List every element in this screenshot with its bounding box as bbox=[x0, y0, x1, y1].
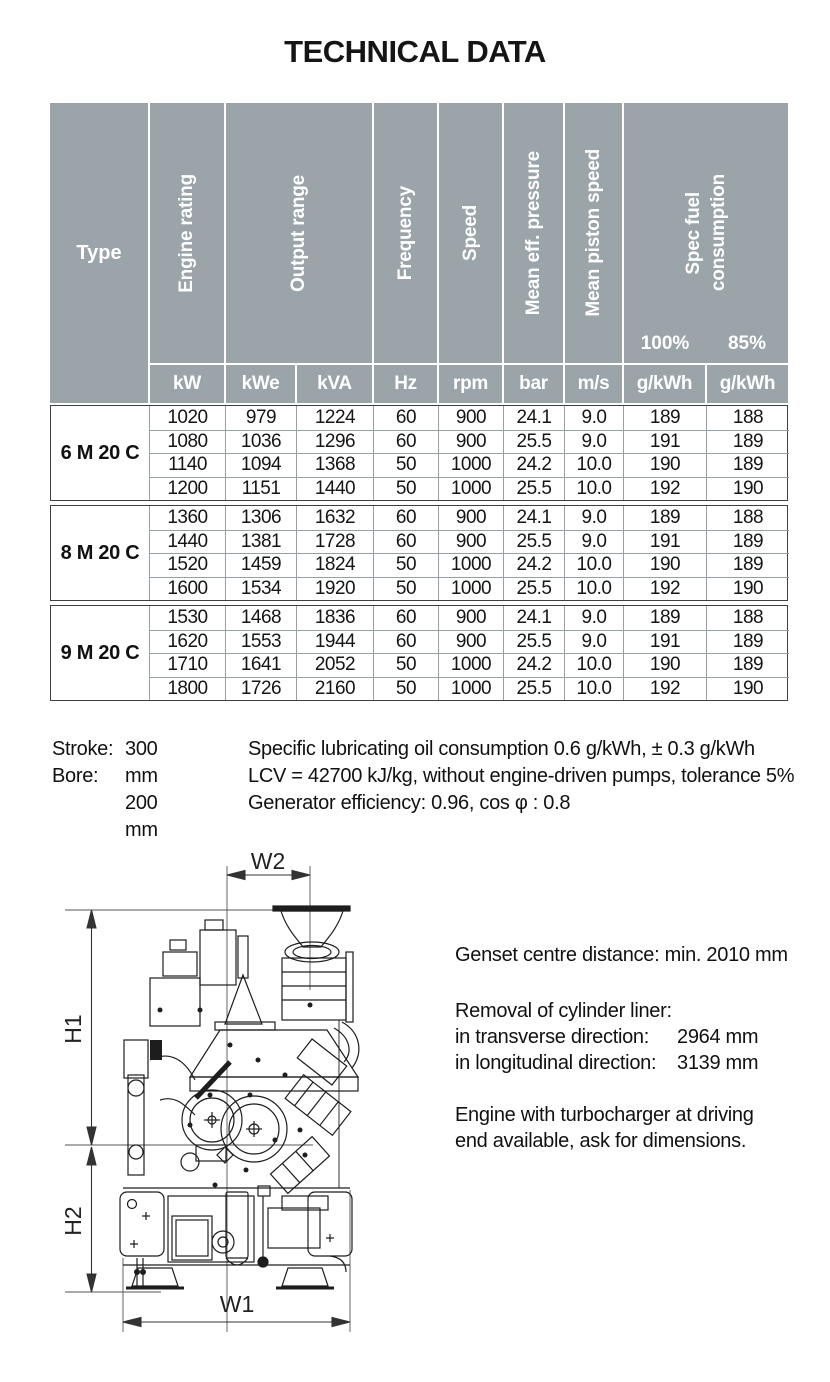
data-cell: 1836 bbox=[296, 606, 373, 630]
data-cell: 188 bbox=[706, 606, 789, 630]
data-cell: 192 bbox=[623, 577, 706, 601]
data-cell: 60 bbox=[373, 530, 438, 554]
unit-hz: Hz bbox=[372, 363, 437, 403]
data-cell: 190 bbox=[623, 553, 706, 577]
data-cell: 24.1 bbox=[503, 506, 564, 530]
data-cell: 900 bbox=[438, 506, 503, 530]
data-cell: 1020 bbox=[149, 406, 225, 430]
stroke-value: 300 mm bbox=[125, 738, 158, 787]
data-cell: 1728 bbox=[296, 530, 373, 554]
data-cell: 1000 bbox=[438, 477, 503, 501]
data-cell: 191 bbox=[623, 530, 706, 554]
data-cell: 24.1 bbox=[503, 606, 564, 630]
data-cell: 1036 bbox=[225, 430, 296, 454]
table-header bbox=[50, 103, 788, 403]
data-cell: 1520 bbox=[149, 553, 225, 577]
data-cell: 1641 bbox=[225, 653, 296, 677]
data-cell: 192 bbox=[623, 477, 706, 501]
dim-label-w2: W2 bbox=[250, 848, 286, 874]
data-cell: 10.0 bbox=[564, 553, 623, 577]
genset-distance-note: Genset centre distance: min. 2010 mm bbox=[455, 944, 788, 966]
data-cell: 10.0 bbox=[564, 477, 623, 501]
data-cell: 60 bbox=[373, 630, 438, 654]
turbocharger-note-line2: end available, ask for dimensions. bbox=[455, 1130, 747, 1152]
header-type: Type bbox=[76, 241, 122, 264]
engine-type-label: 9 M 20 C bbox=[60, 641, 140, 664]
data-cell: 9.0 bbox=[564, 430, 623, 454]
data-cell: 1710 bbox=[149, 653, 225, 677]
data-cell: 979 bbox=[225, 406, 296, 430]
load-percent-labels: 100% 85% bbox=[640, 333, 767, 354]
data-cell: 1726 bbox=[225, 677, 296, 701]
data-cell: 1600 bbox=[149, 577, 225, 601]
unit-kva: kVA bbox=[295, 363, 372, 403]
header-mean-eff-pressure: Mean eff. pressure bbox=[502, 103, 563, 363]
data-cell: 1440 bbox=[296, 477, 373, 501]
data-cell: 24.2 bbox=[503, 453, 564, 477]
data-cell: 60 bbox=[373, 506, 438, 530]
data-cell: 50 bbox=[373, 453, 438, 477]
dim-label-h2: H2 bbox=[60, 1206, 86, 1236]
data-cell: 189 bbox=[623, 606, 706, 630]
data-cell: 1224 bbox=[296, 406, 373, 430]
data-cell: 189 bbox=[706, 653, 789, 677]
data-cell: 1000 bbox=[438, 653, 503, 677]
data-cell: 1368 bbox=[296, 453, 373, 477]
data-cell: 9.0 bbox=[564, 406, 623, 430]
unit-kwe: kWe bbox=[224, 363, 295, 403]
data-cell: 1459 bbox=[225, 553, 296, 577]
data-cell: 191 bbox=[623, 430, 706, 454]
data-cell: 189 bbox=[706, 630, 789, 654]
data-cell: 189 bbox=[706, 530, 789, 554]
header-speed: Speed bbox=[437, 103, 502, 363]
unit-ms: m/s bbox=[563, 363, 622, 403]
engine-type-label: 8 M 20 C bbox=[60, 541, 140, 564]
header-frequency: Frequency bbox=[372, 103, 437, 363]
dim-label-w1: W1 bbox=[219, 1291, 255, 1317]
lube-oil-note: Specific lubricating oil consumption 0.6 g/kWh, ± 0.3 g/kWh bbox=[248, 738, 755, 760]
data-cell: 900 bbox=[438, 430, 503, 454]
data-cell: 60 bbox=[373, 430, 438, 454]
data-cell: 9.0 bbox=[564, 530, 623, 554]
data-cell: 50 bbox=[373, 677, 438, 701]
data-cell: 10.0 bbox=[564, 677, 623, 701]
data-cell: 1360 bbox=[149, 506, 225, 530]
engine-outline bbox=[120, 906, 359, 1288]
data-cell: 1151 bbox=[225, 477, 296, 501]
data-cell: 1824 bbox=[296, 553, 373, 577]
data-cell: 2052 bbox=[296, 653, 373, 677]
unit-rpm: rpm bbox=[437, 363, 502, 403]
data-cell: 9.0 bbox=[564, 606, 623, 630]
data-cell: 188 bbox=[706, 406, 789, 430]
data-cell: 1553 bbox=[225, 630, 296, 654]
data-cell: 191 bbox=[623, 630, 706, 654]
data-cell: 25.5 bbox=[503, 577, 564, 601]
bore-value: 200 mm bbox=[125, 792, 158, 841]
data-cell: 1530 bbox=[149, 606, 225, 630]
data-cell: 50 bbox=[373, 553, 438, 577]
unit-kw: kW bbox=[148, 363, 224, 403]
data-cell: 60 bbox=[373, 406, 438, 430]
data-cell: 900 bbox=[438, 406, 503, 430]
data-cell: 192 bbox=[623, 677, 706, 701]
data-cell: 25.5 bbox=[503, 530, 564, 554]
data-cell: 1200 bbox=[149, 477, 225, 501]
data-cell: 24.2 bbox=[503, 553, 564, 577]
table-body bbox=[50, 405, 788, 701]
data-cell: 1440 bbox=[149, 530, 225, 554]
data-cell: 25.5 bbox=[503, 430, 564, 454]
data-cell: 1800 bbox=[149, 677, 225, 701]
notes-block bbox=[455, 942, 827, 1154]
unit-gkwh-85: g/kWh bbox=[705, 363, 788, 403]
data-cell: 190 bbox=[706, 577, 789, 601]
data-cell: 189 bbox=[706, 430, 789, 454]
data-cell: 1920 bbox=[296, 577, 373, 601]
data-cell: 189 bbox=[706, 453, 789, 477]
data-cell: 1000 bbox=[438, 677, 503, 701]
unit-bar: bar bbox=[502, 363, 563, 403]
data-cell: 1000 bbox=[438, 577, 503, 601]
data-cell: 50 bbox=[373, 577, 438, 601]
liner-removal-title: Removal of cylinder liner: bbox=[455, 1000, 672, 1022]
unit-gkwh-100: g/kWh bbox=[622, 363, 705, 403]
header-spec-fuel-consumption: Spec fuel consumption 100% 85% bbox=[622, 103, 788, 363]
data-cell: 190 bbox=[706, 677, 789, 701]
data-cell: 10.0 bbox=[564, 577, 623, 601]
engine-dimension-drawing bbox=[58, 845, 458, 1342]
data-cell: 50 bbox=[373, 477, 438, 501]
data-cell: 188 bbox=[706, 506, 789, 530]
liner-longitudinal-row: in longitudinal direction: 3139 mm bbox=[455, 1052, 759, 1074]
engine-type-label: 6 M 20 C bbox=[60, 441, 140, 464]
header-engine-rating: Engine rating bbox=[148, 103, 224, 363]
header-output-range: Output range bbox=[224, 103, 372, 363]
data-cell: 1534 bbox=[225, 577, 296, 601]
data-cell: 24.1 bbox=[503, 406, 564, 430]
data-cell: 10.0 bbox=[564, 653, 623, 677]
data-cell: 1140 bbox=[149, 453, 225, 477]
generator-efficiency-note: Generator efficiency: 0.96, cos φ : 0.8 bbox=[248, 792, 571, 814]
engine-group bbox=[50, 605, 788, 701]
data-cell: 1944 bbox=[296, 630, 373, 654]
data-cell: 900 bbox=[438, 630, 503, 654]
turbocharger-note-line1: Engine with turbocharger at driving bbox=[455, 1104, 754, 1126]
data-cell: 1620 bbox=[149, 630, 225, 654]
data-cell: 189 bbox=[706, 553, 789, 577]
lcv-note: LCV = 42700 kJ/kg, without engine-driven pumps, tolerance 5% bbox=[248, 765, 795, 787]
data-cell: 50 bbox=[373, 653, 438, 677]
data-cell: 25.5 bbox=[503, 677, 564, 701]
bore-label: Bore: bbox=[52, 765, 99, 787]
data-cell: 1000 bbox=[438, 453, 503, 477]
data-cell: 25.5 bbox=[503, 477, 564, 501]
data-cell: 10.0 bbox=[564, 453, 623, 477]
data-cell: 60 bbox=[373, 606, 438, 630]
engine-group bbox=[50, 405, 788, 501]
header-mean-piston-speed: Mean piston speed bbox=[563, 103, 622, 363]
data-cell: 190 bbox=[623, 653, 706, 677]
data-cell: 1632 bbox=[296, 506, 373, 530]
data-cell: 1094 bbox=[225, 453, 296, 477]
liner-transverse-row: in transverse direction: 2964 mm bbox=[455, 1026, 759, 1048]
data-cell: 1468 bbox=[225, 606, 296, 630]
dim-label-h1: H1 bbox=[60, 1014, 86, 1044]
stroke-label: Stroke: bbox=[52, 738, 114, 760]
data-cell: 1080 bbox=[149, 430, 225, 454]
data-cell: 24.2 bbox=[503, 653, 564, 677]
technical-data-table bbox=[50, 103, 788, 701]
data-cell: 1381 bbox=[225, 530, 296, 554]
page-title: TECHNICAL DATA bbox=[284, 34, 546, 69]
data-cell: 25.5 bbox=[503, 630, 564, 654]
data-cell: 189 bbox=[623, 406, 706, 430]
data-cell: 189 bbox=[623, 506, 706, 530]
data-cell: 190 bbox=[706, 477, 789, 501]
data-cell: 1306 bbox=[225, 506, 296, 530]
data-cell: 9.0 bbox=[564, 506, 623, 530]
engine-group bbox=[50, 505, 788, 601]
data-cell: 900 bbox=[438, 606, 503, 630]
data-cell: 190 bbox=[623, 453, 706, 477]
data-cell: 1296 bbox=[296, 430, 373, 454]
data-cell: 9.0 bbox=[564, 630, 623, 654]
data-cell: 1000 bbox=[438, 553, 503, 577]
data-cell: 900 bbox=[438, 530, 503, 554]
data-cell: 2160 bbox=[296, 677, 373, 701]
